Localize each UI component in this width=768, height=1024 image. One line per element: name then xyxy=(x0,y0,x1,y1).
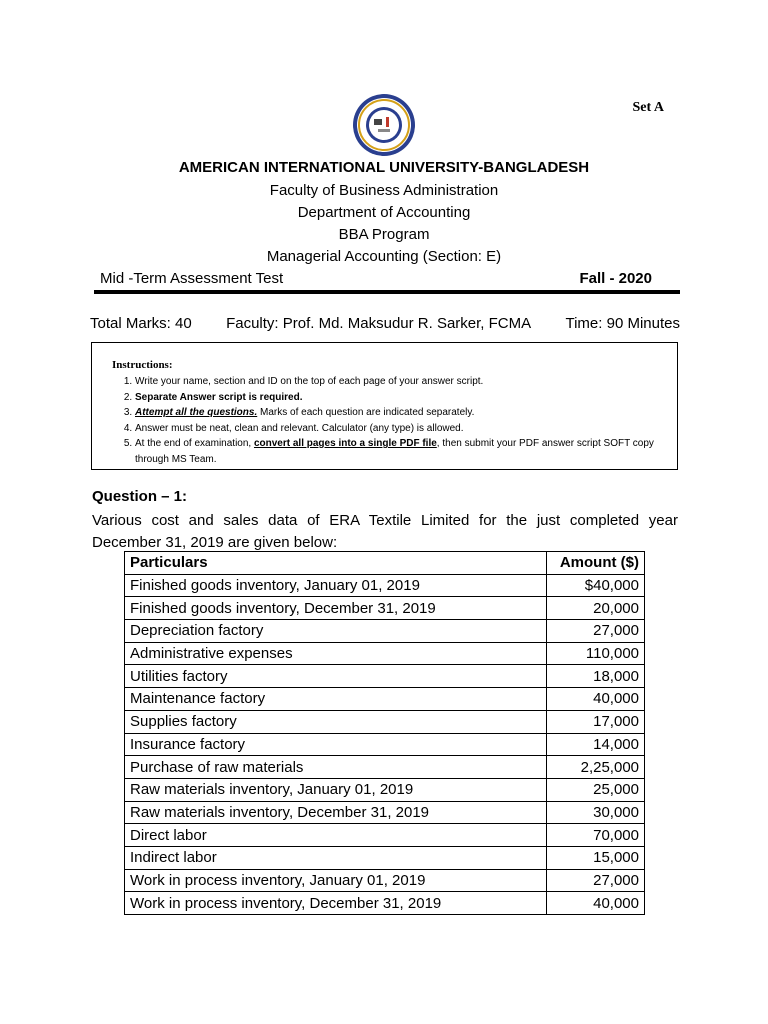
amount-cell: 30,000 xyxy=(547,801,645,824)
table-row xyxy=(125,801,645,824)
column-header-amount: Amount ($) xyxy=(547,552,645,575)
particular-cell: Maintenance factory xyxy=(125,688,547,711)
table-row xyxy=(125,869,645,892)
table-row xyxy=(125,710,645,733)
total-marks: Total Marks: 40 xyxy=(90,315,192,332)
instructions-box xyxy=(91,342,678,470)
amount-cell: 110,000 xyxy=(547,642,645,665)
table-row xyxy=(125,778,645,801)
instruction-item: 1. Write your name, section and ID on the top of each page of your answer script. xyxy=(135,374,667,390)
table-row xyxy=(125,642,645,665)
course-name: Managerial Accounting (Section: E) xyxy=(266,248,502,265)
particular-cell: Utilities factory xyxy=(125,665,547,688)
table-row xyxy=(125,756,645,779)
amount-cell: 27,000 xyxy=(547,620,645,643)
particular-cell: Administrative expenses xyxy=(125,642,547,665)
question-title: Question – 1: xyxy=(92,488,188,505)
faculty-member: Faculty: Prof. Md. Maksudur R. Sarker, FCMA xyxy=(226,315,532,332)
particular-cell: Raw materials inventory, January 01, 2019 xyxy=(125,778,547,801)
program-name: BBA Program xyxy=(338,226,430,243)
table-row xyxy=(125,597,645,620)
table-row xyxy=(125,574,645,597)
particular-cell: Finished goods inventory, January 01, 2019 xyxy=(125,574,547,597)
table-row xyxy=(125,824,645,847)
amount-cell: 70,000 xyxy=(547,824,645,847)
test-term-row xyxy=(100,270,652,287)
particular-cell: Work in process inventory, December 31, 2019 xyxy=(125,892,547,915)
particular-cell: Finished goods inventory, December 31, 2019 xyxy=(125,597,547,620)
column-header-particulars: Particulars xyxy=(125,552,547,575)
table-row xyxy=(125,892,645,915)
particular-cell: Supplies factory xyxy=(125,710,547,733)
particular-cell: Insurance factory xyxy=(125,733,547,756)
header-divider xyxy=(94,290,680,294)
particular-cell: Depreciation factory xyxy=(125,620,547,643)
test-name: Mid -Term Assessment Test xyxy=(100,270,284,287)
set-label: Set A xyxy=(632,100,664,115)
exam-time: Time: 90 Minutes xyxy=(565,315,680,332)
particular-cell: Direct labor xyxy=(125,824,547,847)
table-row xyxy=(125,688,645,711)
amount-cell: 40,000 xyxy=(547,892,645,915)
instruction-item: 3. Attempt all the questions. Marks of each question are indicated separately. xyxy=(135,405,667,421)
amount-cell: 27,000 xyxy=(547,869,645,892)
amount-cell: 20,000 xyxy=(547,597,645,620)
amount-cell: 25,000 xyxy=(547,778,645,801)
faculty-name: Faculty of Business Administration xyxy=(269,182,499,199)
table-row xyxy=(125,665,645,688)
department-name: Department of Accounting xyxy=(297,204,471,221)
amount-cell: 18,000 xyxy=(547,665,645,688)
amount-cell: 17,000 xyxy=(547,710,645,733)
particular-cell: Purchase of raw materials xyxy=(125,756,547,779)
amount-cell: 2,25,000 xyxy=(547,756,645,779)
question-text: Various cost and sales data of ERA Textile Limited for the just completed year December 31, 2019 are given below: xyxy=(92,512,678,551)
instruction-item: 2. Separate Answer script is required. xyxy=(135,390,667,406)
particular-cell: Indirect labor xyxy=(125,846,547,869)
table-row xyxy=(125,620,645,643)
amount-cell: $40,000 xyxy=(547,574,645,597)
instructions-list xyxy=(112,374,667,467)
amount-cell: 15,000 xyxy=(547,846,645,869)
table-row xyxy=(125,733,645,756)
instruction-item: 5. At the end of examination, convert all pages into a single PDF file, then submit your PDF answer script SOFT copy through MS Team. xyxy=(135,436,667,467)
university-seal-logo xyxy=(352,93,416,157)
particular-cell: Work in process inventory, January 01, 2019 xyxy=(125,869,547,892)
university-name: AMERICAN INTERNATIONAL UNIVERSITY-BANGLADESH xyxy=(178,159,590,176)
term: Fall - 2020 xyxy=(579,270,652,287)
amount-cell: 40,000 xyxy=(547,688,645,711)
amount-cell: 14,000 xyxy=(547,733,645,756)
table-header-row xyxy=(125,552,645,575)
table-row xyxy=(125,846,645,869)
cost-data-table xyxy=(124,551,645,915)
particular-cell: Raw materials inventory, December 31, 2019 xyxy=(125,801,547,824)
exam-meta-row xyxy=(90,315,680,332)
instructions-title: Instructions: xyxy=(112,359,173,371)
instruction-item: 4. Answer must be neat, clean and relevant. Calculator (any type) is allowed. xyxy=(135,421,667,437)
